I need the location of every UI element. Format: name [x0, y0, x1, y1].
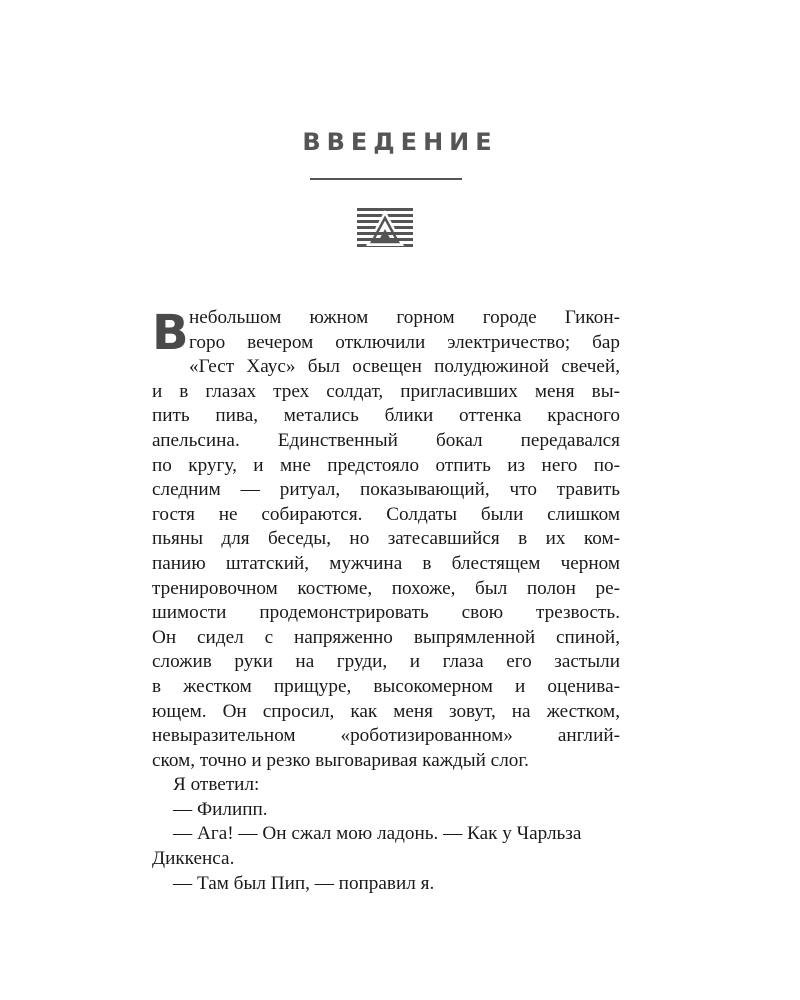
- text-line: Он сидел с напряженно выпрямленной спиной,: [152, 626, 620, 648]
- geometric-triangle-ornament-icon: [357, 208, 413, 248]
- text-line: невыразительном «роботизированном» англий-: [152, 725, 620, 747]
- text-line: тренировочном костюме, похоже, был полон ре-: [152, 577, 620, 599]
- text-line: шимости продемонстрировать свою трезвость.: [152, 602, 620, 624]
- body-text: [152, 306, 620, 896]
- text-line: гостя не собираются. Солдаты были слишком: [152, 503, 620, 525]
- text-line: в жестком прищуре, высокомерном и оценива-: [152, 675, 620, 697]
- dialogue-line: — Филипп.: [173, 798, 268, 820]
- dialogue-line: — Ага! — Он сжал мою ладонь. — Как у Чарльза: [173, 823, 582, 845]
- chapter-title: ВВЕДЕНИЕ: [302, 128, 498, 156]
- text-line: пить пива, метались блики оттенка красного: [152, 405, 620, 427]
- text-line: ском, точно и резко выговаривая каждый слог.: [152, 749, 529, 771]
- text-line: панию штатский, мужчина в блестящем черном: [152, 552, 620, 574]
- text-line: пьяны для беседы, но затесавшийся в их ком-: [152, 528, 620, 550]
- drop-cap: В: [152, 305, 189, 361]
- dialogue-line: — Там был Пип, — поправил я.: [173, 872, 435, 894]
- dialogue-line: Диккенса.: [152, 848, 235, 870]
- text-line: по кругу, и мне предстояло отпить из него по-: [152, 454, 620, 476]
- text-line: небольшом южном горном городе Гикон-: [189, 307, 620, 328]
- title-divider: [310, 178, 462, 180]
- text-line: и в глазах трех солдат, пригласивших меня вы-: [152, 380, 620, 402]
- text-line: следним — ритуал, показывающий, что травить: [152, 479, 620, 501]
- text-line: «Гест Хаус» был освещен полудюжиной свечей,: [189, 356, 620, 378]
- text-line: ющем. Он спросил, как меня зовут, на жестком,: [152, 700, 620, 722]
- text-line: горо вечером отключили электричество; бар: [189, 331, 620, 353]
- text-line: апельсина. Единственный бокал передавался: [152, 429, 620, 451]
- text-line: сложив руки на груди, и глаза его застыли: [152, 651, 620, 673]
- paragraph-1: [152, 306, 620, 773]
- dialogue-line: Я ответил:: [173, 774, 260, 796]
